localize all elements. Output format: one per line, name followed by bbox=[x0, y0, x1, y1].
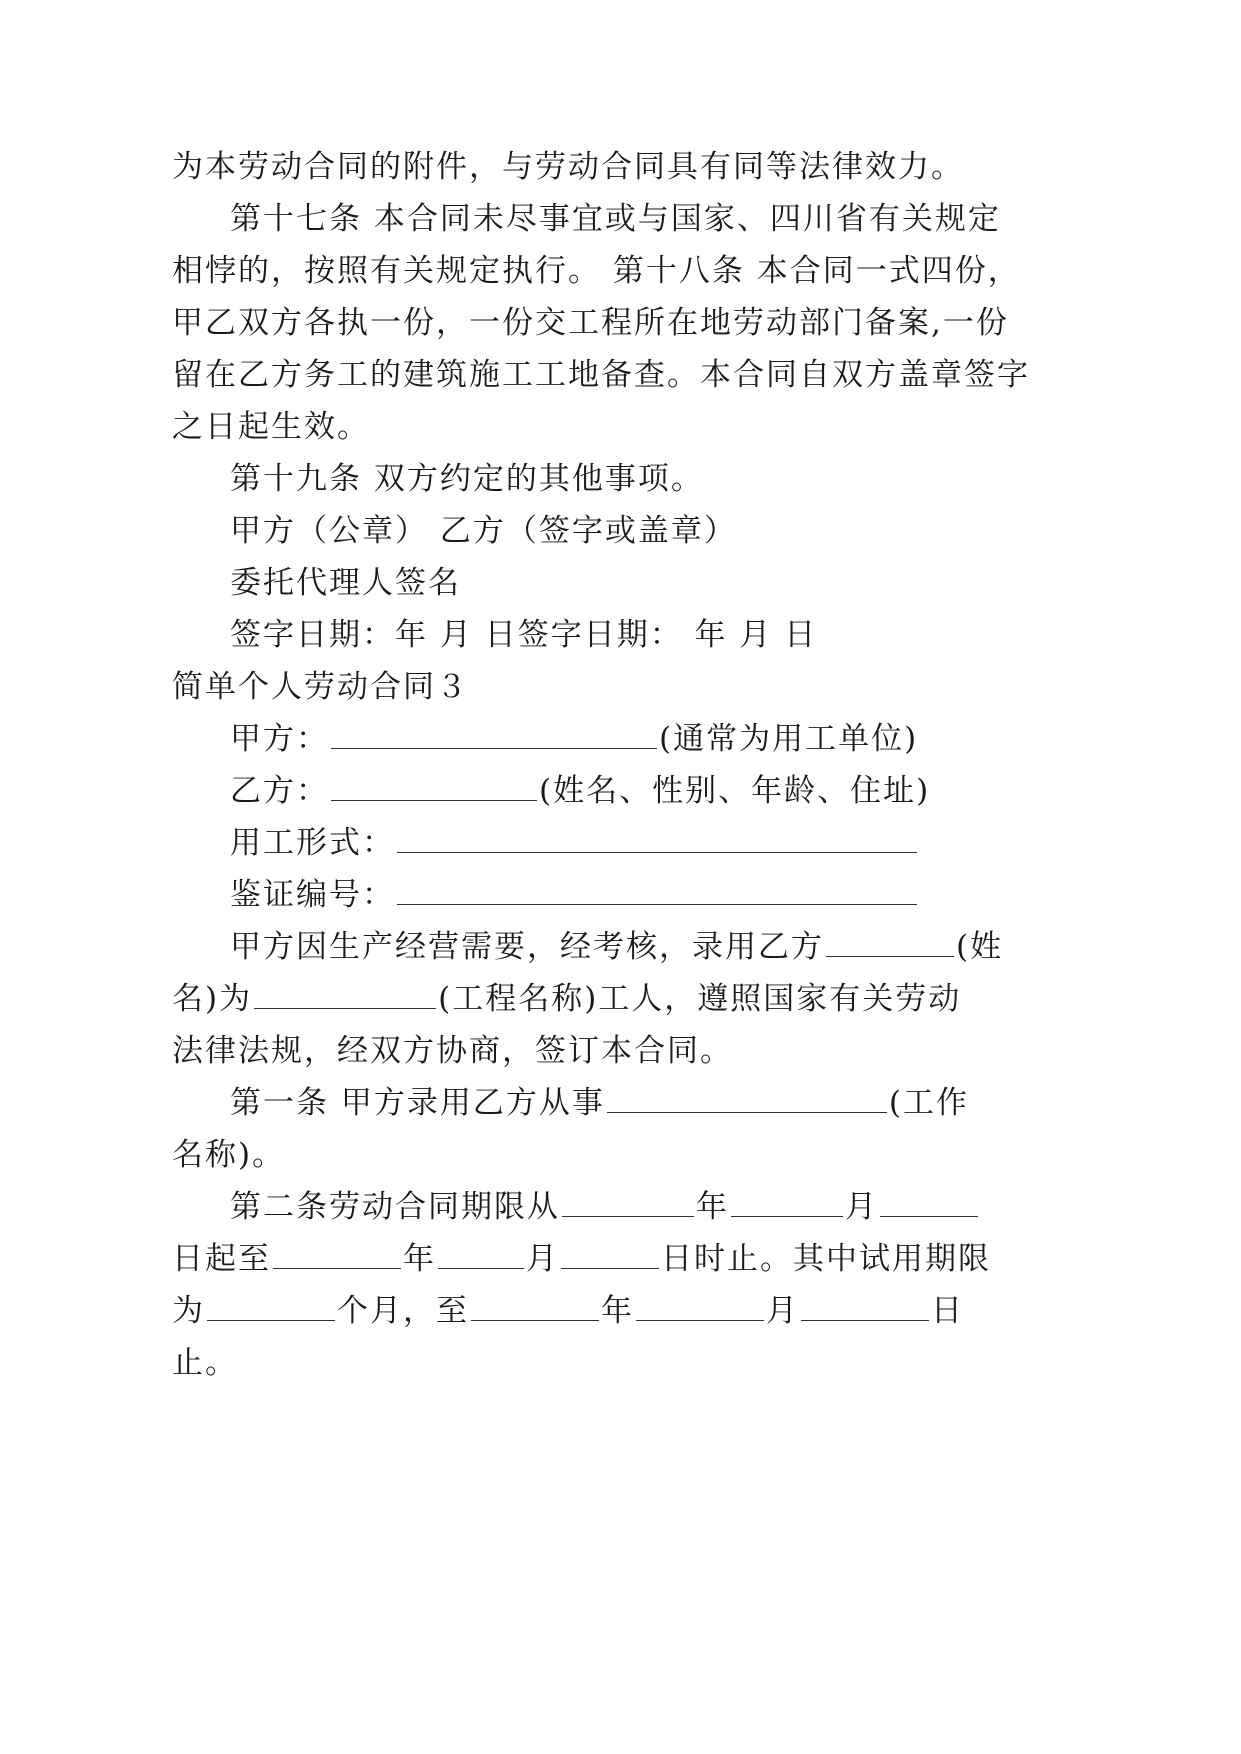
party-b-label: 乙方： bbox=[230, 773, 329, 809]
article-2-line bbox=[230, 1187, 980, 1227]
start-month-blank[interactable] bbox=[731, 1188, 843, 1217]
month-label: 月 bbox=[766, 1293, 799, 1329]
text-line: 甲乙双方各执一份，一份交工程所在地劳动部门备案,一份 bbox=[172, 305, 1009, 341]
start-year-blank[interactable] bbox=[562, 1188, 694, 1217]
article-1-text: 第一条 甲方录用乙方从事 bbox=[230, 1085, 605, 1121]
article-19: 第十九条 双方约定的其他事项。 bbox=[230, 461, 704, 497]
end-day-blank[interactable] bbox=[561, 1240, 659, 1269]
project-name-blank[interactable] bbox=[254, 980, 436, 1009]
hire-line-2 bbox=[172, 979, 961, 1019]
text-line: 法律法规，经双方协商，签订本合同。 bbox=[172, 1033, 733, 1069]
term-text-2: 日时止。其中试用期限 bbox=[661, 1241, 991, 1277]
party-a-blank[interactable] bbox=[331, 720, 657, 749]
work-form-line bbox=[230, 823, 919, 863]
probation-year-blank[interactable] bbox=[471, 1292, 599, 1321]
agent-signature-line: 委托代理人签名 bbox=[230, 565, 461, 601]
day-label: 日 bbox=[931, 1293, 964, 1329]
text-line: 之日起生效。 bbox=[172, 409, 370, 445]
work-form-label: 用工形式： bbox=[230, 825, 395, 861]
text-line: 止。 bbox=[172, 1345, 238, 1381]
party-b-blank[interactable] bbox=[331, 772, 537, 801]
seal-line: 甲方（公章） 乙方（签字或盖章） bbox=[230, 513, 737, 549]
cert-no-label: 鉴证编号： bbox=[230, 877, 395, 913]
probation-line bbox=[172, 1291, 964, 1331]
work-form-blank[interactable] bbox=[397, 824, 917, 853]
term-text: 日起至 bbox=[172, 1241, 271, 1277]
article-17: 第十七条 本合同未尽事宜或与国家、四川省有关规定 bbox=[230, 201, 1001, 237]
party-a-line bbox=[230, 719, 918, 759]
party-a-note: (通常为用工单位) bbox=[659, 721, 919, 757]
text-line: 留在乙方务工的建筑施工工地备查。本合同自双方盖章签字 bbox=[172, 357, 1030, 393]
text-line: 为本劳动合同的附件，与劳动合同具有同等法律效力。 bbox=[172, 149, 964, 185]
probation-text-2: 个月，至 bbox=[337, 1293, 469, 1329]
sign-date-line: 签字日期：年 月 日签字日期： 年 月 日 bbox=[230, 617, 818, 653]
probation-text: 为 bbox=[172, 1293, 205, 1329]
text-line: 相悖的，按照有关规定执行。 第十八条 本合同一式四份， bbox=[172, 253, 1021, 289]
start-day-blank[interactable] bbox=[880, 1188, 978, 1217]
year-label: 年 bbox=[696, 1189, 729, 1225]
year-label: 年 bbox=[403, 1241, 436, 1277]
party-a-label: 甲方： bbox=[230, 721, 329, 757]
month-label: 月 bbox=[845, 1189, 878, 1225]
cert-no-blank[interactable] bbox=[397, 876, 917, 905]
job-title-blank[interactable] bbox=[607, 1084, 887, 1113]
probation-months-blank[interactable] bbox=[207, 1292, 335, 1321]
probation-month-blank[interactable] bbox=[636, 1292, 764, 1321]
hire-note: (姓 bbox=[956, 929, 1004, 965]
article-2-text: 第二条劳动合同期限从 bbox=[230, 1189, 560, 1225]
hire-text: 甲方因生产经营需要，经考核，录用乙方 bbox=[230, 929, 824, 965]
probation-day-blank[interactable] bbox=[801, 1292, 929, 1321]
year-label: 年 bbox=[601, 1293, 634, 1329]
article-1-line bbox=[230, 1083, 969, 1123]
section-title: 简单个人劳动合同３ bbox=[172, 669, 469, 705]
cert-no-line bbox=[230, 875, 919, 915]
month-label: 月 bbox=[526, 1241, 559, 1277]
end-month-blank[interactable] bbox=[438, 1240, 524, 1269]
text-line: 名称)。 bbox=[172, 1137, 286, 1173]
employee-name-blank[interactable] bbox=[826, 928, 954, 957]
article-1-note: (工作 bbox=[888, 1085, 969, 1121]
party-b-note: (姓名、性别、年龄、住址) bbox=[539, 773, 931, 809]
hire-line bbox=[230, 927, 1003, 967]
hire-text-2: 名)为 bbox=[172, 981, 253, 1017]
term-line bbox=[172, 1239, 991, 1279]
end-year-blank[interactable] bbox=[273, 1240, 401, 1269]
hire-text-3: (工程名称)工人，遵照国家有关劳动 bbox=[438, 981, 962, 1017]
party-b-line bbox=[230, 771, 930, 811]
